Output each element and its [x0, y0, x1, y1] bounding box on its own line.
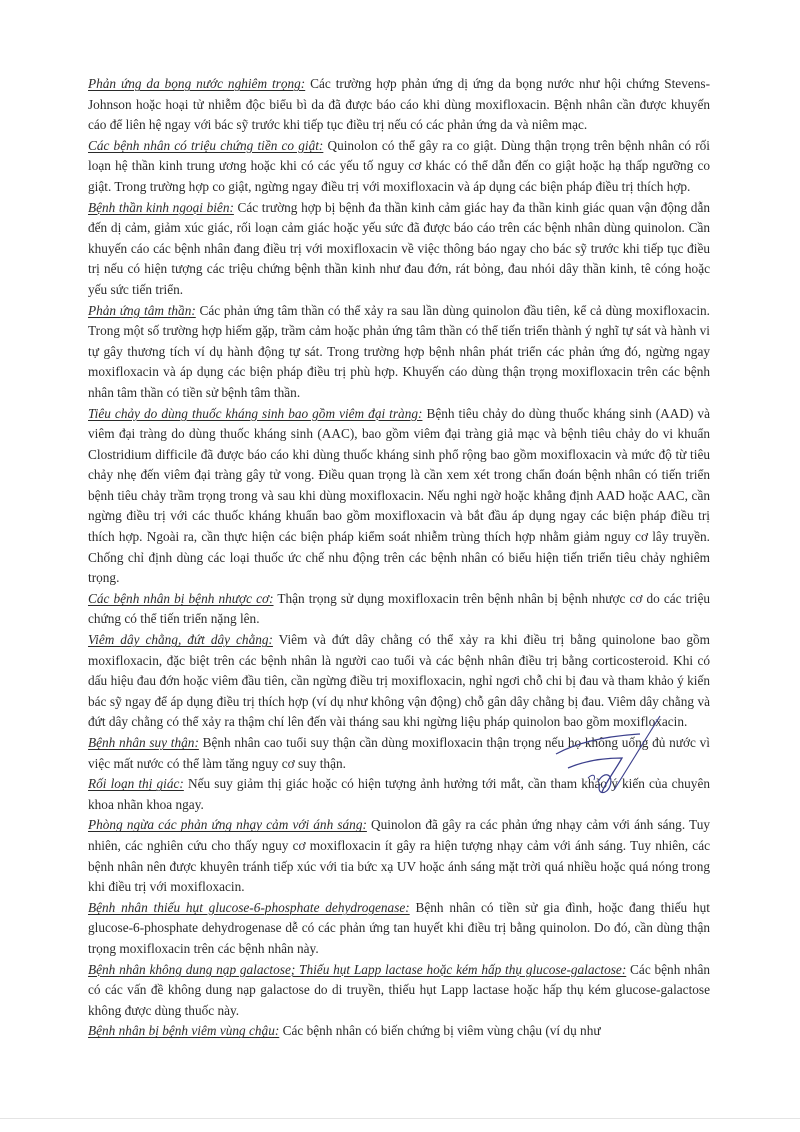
paragraph-g6pd-deficiency [88, 898, 710, 960]
section-heading: Bệnh nhân thiếu hụt glucose-6-phosphate dehydrogenase: [88, 899, 410, 915]
page-bottom-edge [0, 1118, 800, 1119]
section-heading: Bệnh nhân suy thận: [88, 735, 199, 750]
handwritten-signature [548, 712, 666, 812]
section-heading: Tiêu chảy do dùng thuốc kháng sinh bao gồm viêm đại tràng: [88, 405, 423, 421]
paragraph-seizure-patients [88, 136, 710, 198]
paragraph-text: Các phản ứng tâm thần có thể xảy ra sau lần dùng quinolon đầu tiên, kể cả dùng moxifloxacin. Trong một số trường hợp hiếm gặp, trầm cảm hoặc phản ứng tâm thần có thể tiến triển thành ý nghĩ tự sát và hành vi tự gây thương tích ví dụ hành động tự sát. Trong trường hợp bệnh nhân phát triển các phản ứng đó, ngừng ngay moxifloxacin và áp dụng các biện pháp điều trị phù hợp. Khuyến cáo dùng thận trọng moxifloxacin trên các bệnh nhân tâm thần có tiền sử bệnh tâm thần. [88, 302, 710, 400]
paragraph-text: Các trường hợp phản ứng dị ứng da bọng nước như hội chứng Stevens-Johnson hoặc hoại tử nhiễm độc biểu bì da đã được báo cáo khi dùng moxifloxacin. Bệnh nhân cần được khuyến cáo để liên hệ ngay với bác sỹ trước khi tiếp tục điều trị nếu có các phản ứng da và niêm mạc. [88, 76, 710, 133]
paragraph-psychiatric-reactions [88, 301, 710, 404]
paragraph-text: Quinolon có thể gây ra co giật. Dùng thận trọng trên bệnh nhân có rối loạn hệ thần kinh trung ương hoặc khi có các yếu tố nguy cơ khác có thể dẫn đến co giật hoặc hạ thấp ngưỡng co giật. Trong trường hợp co giật, ngừng ngay điều trị với moxifloxacin và áp dụng các biện pháp điều trị thích hợp. [88, 137, 710, 194]
page-body-text [88, 74, 710, 1042]
section-heading: Rối loạn thị giác: [88, 776, 184, 792]
section-heading: Phản ứng tâm thần: [88, 302, 196, 318]
section-heading: Viêm dây chằng, đứt dây chằng: [88, 632, 273, 648]
section-heading: Các bệnh nhân có triệu chứng tiền co giật: [88, 137, 324, 153]
section-heading: Phòng ngừa các phản ứng nhạy cảm với ánh sáng: [88, 817, 367, 833]
paragraph-antibiotic-diarrhea [88, 404, 710, 589]
paragraph-text: Các bệnh nhân có các vấn đề không dung nạp galactose do di truyền, thiếu hụt Lapp lactase hoặc hấp thụ kém glucose-galactose không được dùng thuốc này. [88, 961, 710, 1018]
section-heading: Bệnh nhân bị bệnh viêm vùng chậu: [88, 1023, 280, 1039]
paragraph-text: Viêm và đứt dây chằng có thể xảy ra khi điều trị bằng quinolone bao gồm moxifloxacin, đặc biệt trên các bệnh nhân là người cao tuổi và các bệnh nhân điều trị bằng corticosteroid. Khi có dấu hiệu đau đớn hoặc viêm đầu tiên, cần ngừng điều trị moxifloxacin, nghỉ ngơi chỗ chi bị đau và tham khảo ý kiến bác sỹ ngay để áp dụng điều trị thích hợp (ví dụ như không vận động) chỗ gân dây chằng bị đau. Viêm dây chằng và đứt dây chằng có thể xảy ra thậm chí lên đến vài tháng sau khi ngừng liệu pháp quinolon bao gồm moxifloxacin. [88, 632, 710, 730]
paragraph-myasthenia [88, 589, 710, 630]
paragraph-text: Bệnh tiêu chảy do dùng thuốc kháng sinh (AAD) và viêm đại tràng do dùng thuốc kháng sinh (AAC), bao gồm viêm đại tràng giả mạc và bệnh tiêu chảy do vi khuẩn Clostridium difficile đã được báo cáo khi dùng thuốc kháng sinh phổ rộng bao gồm moxifloxacin và mức độ từ tiêu chảy nhẹ đến viêm đại tràng gây tử vong. Điều quan trọng là cần xem xét trong chẩn đoán bệnh nhân có tiến triển bệnh tiêu chảy trầm trọng trong và sau khi dùng moxifloxacin. Nếu nghi ngờ hoặc khẳng định AAD hoặc AAC, cần ngừng điều trị với các thuốc kháng khuẩn bao gồm moxifloxacin và bắt đầu áp dụng ngay các biện pháp điều trị thích hợp. Ngoài ra, cần thực hiện các biện pháp kiểm soát nhiễm trùng thích hợp nhằm giảm nguy cơ lây truyền. Chống chỉ định dùng các loại thuốc ức chế nhu động trên các bệnh nhân có biểu hiện tiến triển tiêu chảy nghiêm trọng. [88, 405, 710, 586]
paragraph-text: Các trường hợp bị bệnh đa thần kinh cảm giác hay đa thần kinh giác quan vận động dẫn đến dị cảm, giảm xúc giác, rối loạn cảm giác hoặc yếu sức đã được báo cáo trên các bệnh nhân dùng quinolon. Cần khuyến cáo các bệnh nhân đang điều trị với moxifloxacin về việc thông báo ngay cho bác sỹ trước khi tiếp tục điều trị nếu có hiện tượng các triệu chứng bệnh thần kinh như đau đớn, rát bỏng, đau nhói dây thần kinh, tê cóng hoặc yếu sức tiến triển. [88, 199, 710, 297]
section-heading: Các bệnh nhân bị bệnh nhược cơ: [88, 590, 274, 606]
section-heading: Bệnh nhân không dung nạp galactose; Thiếu hụt Lapp lactase hoặc kém hấp thụ glucose-galactose: [88, 961, 627, 977]
paragraph-galactose-intolerance [88, 960, 710, 1022]
section-heading: Phản ứng da bọng nước nghiêm trọng: [88, 76, 306, 91]
paragraph-text: Các bệnh nhân có biến chứng bị viêm vùng chậu (ví dụ như [279, 1023, 601, 1039]
paragraph-text: Thận trọng sử dụng moxifloxacin trên bệnh nhân bị bệnh nhược cơ do các triệu chứng có thể tiến triển nặng lên. [88, 590, 710, 627]
paragraph-pelvic-inflammatory [88, 1021, 710, 1042]
paragraph-text: Bệnh nhân cao tuổi suy thận cần dùng moxifloxacin thận trọng nếu họ không uống đủ nước vì việc mất nước có thể làm tăng nguy cơ suy thận. [88, 735, 711, 771]
section-heading: Bệnh thần kinh ngoại biên: [88, 199, 234, 215]
paragraph-bullous-skin-reactions [88, 74, 710, 136]
paragraph-text: Bệnh nhân có tiền sử gia đình, hoặc đang thiếu hụt glucose-6-phosphate dehydrogenase dễ có các phản ứng tan huyết khi điều trị bằng quinolon. Do đó, cần dùng thận trọng moxifloxacin trên các bệnh nhân này. [88, 899, 710, 956]
paragraph-peripheral-neuropathy [88, 198, 710, 301]
paragraph-text: Quinolon đã gây ra các phản ứng nhạy cảm với ánh sáng. Tuy nhiên, các nghiên cứu cho thấy nguy cơ moxifloxacin ít gây ra hiện tượng nhạy cảm với ánh sáng. Tuy nhiên, các bệnh nhân nên được khuyên tránh tiếp xúc với tia bức xạ UV hoặc ánh sáng mặt trời quá nhiều hoặc quá nóng trong khi điều trị với moxifloxacin. [88, 817, 710, 895]
paragraph-photosensitivity [88, 815, 710, 897]
paragraph-text: Nếu suy giảm thị giác hoặc có hiện tượng ảnh hưởng tới mắt, cần tham khảo ý kiến của chuyên khoa nhãn khoa ngay. [88, 776, 710, 812]
